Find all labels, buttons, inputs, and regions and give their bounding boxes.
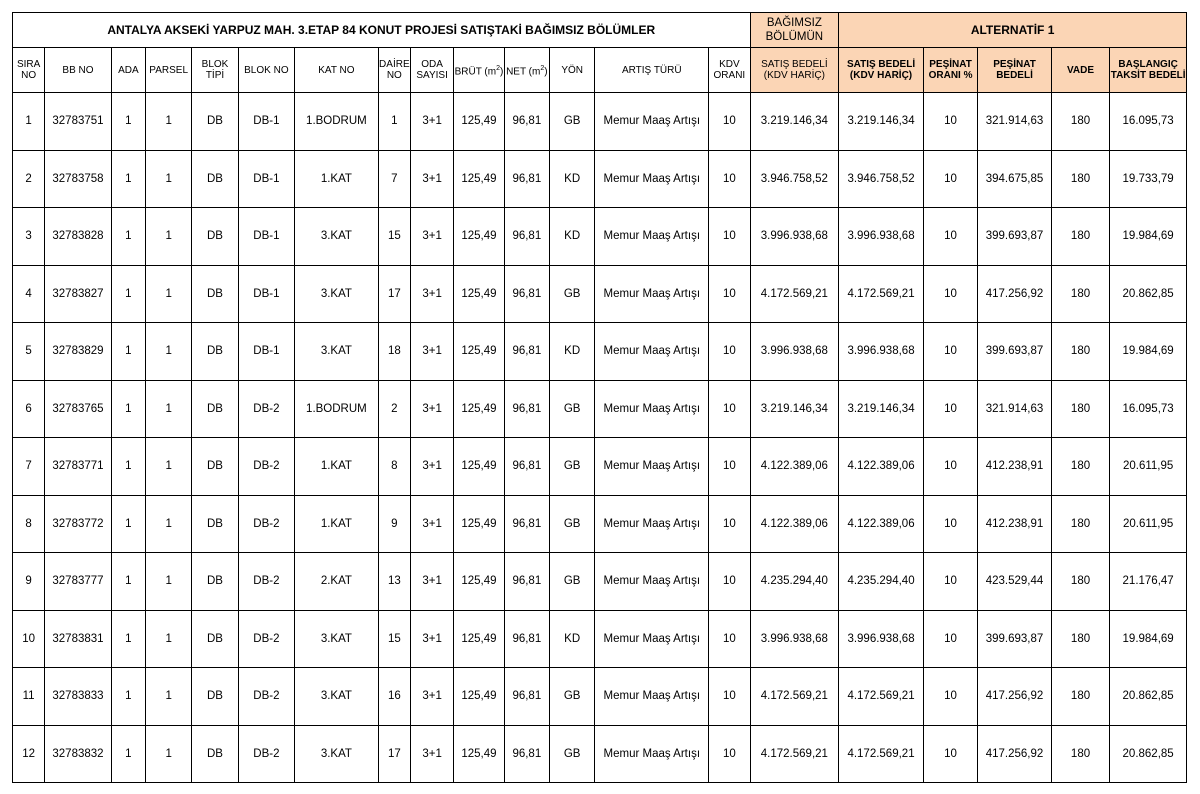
table-cell: DB [192,668,238,726]
table-cell: 3+1 [410,265,453,323]
table-cell: DB [192,150,238,208]
column-header: SATIŞ BEDELİ (KDV HARİÇ) [839,48,924,93]
table-cell: 3+1 [410,208,453,266]
table-cell: 10 [709,380,750,438]
table-cell: 399.693,87 [978,323,1052,381]
table-cell: 96,81 [504,208,549,266]
table-cell: 3.KAT [295,610,379,668]
table-cell: 4.122.389,06 [839,438,924,496]
table-cell: 10 [923,553,977,611]
column-header: ODA SAYISI [410,48,453,93]
table-cell: 3.219.146,34 [839,93,924,151]
table-cell: GB [550,438,595,496]
table-cell: 3 [13,208,45,266]
table-cell: 180 [1051,323,1109,381]
table-cell: 12 [13,725,45,783]
table-cell: 2.KAT [295,553,379,611]
table-cell: 10 [709,668,750,726]
table-cell: DB [192,610,238,668]
table-cell: 10 [923,495,977,553]
table-row [13,208,1187,266]
table-row [13,668,1187,726]
table-cell: 399.693,87 [978,208,1052,266]
table-cell: DB-1 [238,323,294,381]
table-cell: 10 [923,323,977,381]
table-cell: 96,81 [504,265,549,323]
table-cell: DB-1 [238,93,294,151]
table-cell: DB-2 [238,438,294,496]
table-cell: 1 [111,93,145,151]
table-cell: 1 [111,438,145,496]
table-cell: GB [550,725,595,783]
table-cell: 125,49 [454,610,504,668]
table-cell: 1 [111,668,145,726]
table-cell: KD [550,610,595,668]
table-cell: 125,49 [454,265,504,323]
column-header: ADA [111,48,145,93]
table-cell: 4.122.389,06 [750,495,839,553]
table-cell: 20.611,95 [1110,495,1187,553]
table-cell: 10 [923,725,977,783]
table-cell: 10 [709,610,750,668]
table-cell: 125,49 [454,553,504,611]
table-cell: DB-1 [238,208,294,266]
table-cell: 1.KAT [295,495,379,553]
table-cell: 32783777 [45,553,112,611]
column-header: ARTIŞ TÜRÜ [595,48,709,93]
table-cell: 180 [1051,495,1109,553]
table-cell: 1 [145,725,191,783]
table-cell: 3+1 [410,610,453,668]
table-cell: 32783831 [45,610,112,668]
table-cell: 1 [111,610,145,668]
table-cell: 1 [145,265,191,323]
document [12,12,1187,783]
table-cell: 9 [13,553,45,611]
table-cell: 96,81 [504,380,549,438]
table-cell: 125,49 [454,93,504,151]
table-cell: 3.KAT [295,208,379,266]
table-cell: 32783828 [45,208,112,266]
table-cell: 399.693,87 [978,610,1052,668]
table-cell: 4.122.389,06 [750,438,839,496]
table-cell: 180 [1051,610,1109,668]
table-cell: 15 [378,208,410,266]
table-row [13,323,1187,381]
table-cell: 32783833 [45,668,112,726]
table-cell: 417.256,92 [978,668,1052,726]
table-cell: 10 [709,438,750,496]
table-cell: 3.996.938,68 [750,208,839,266]
table-row [13,380,1187,438]
table-row [13,265,1187,323]
table-row [13,93,1187,151]
table-cell: 3.996.938,68 [839,610,924,668]
table-cell: 20.862,85 [1110,668,1187,726]
table-cell: DB-1 [238,150,294,208]
table-cell: 2 [13,150,45,208]
table-cell: 1 [145,208,191,266]
table-cell: 7 [378,150,410,208]
table-cell: DB-2 [238,668,294,726]
table-cell: 7 [13,438,45,496]
table-cell: 4.122.389,06 [839,495,924,553]
table-cell: DB [192,725,238,783]
table-cell: 10 [923,150,977,208]
table-cell: 96,81 [504,438,549,496]
table-cell: 4.172.569,21 [839,265,924,323]
table-cell: 10 [13,610,45,668]
table-cell: 180 [1051,380,1109,438]
table-cell: 1.BODRUM [295,93,379,151]
table-row [13,610,1187,668]
table-cell: 1 [145,495,191,553]
table-cell: KD [550,150,595,208]
table-cell: 32783765 [45,380,112,438]
table-cell: 4 [13,265,45,323]
table-cell: Memur Maaş Artışı [595,668,709,726]
table-cell: 21.176,47 [1110,553,1187,611]
table-cell: 20.611,95 [1110,438,1187,496]
table-cell: 1 [111,265,145,323]
table-cell: 180 [1051,438,1109,496]
table-cell: 3.996.938,68 [839,323,924,381]
table-cell: 3.946.758,52 [750,150,839,208]
table-cell: GB [550,265,595,323]
table-cell: 3+1 [410,150,453,208]
table-cell: GB [550,668,595,726]
table-cell: DB-2 [238,495,294,553]
table-cell: GB [550,93,595,151]
table-cell: 4.172.569,21 [750,725,839,783]
table-cell: 3+1 [410,668,453,726]
table-cell: 3+1 [410,725,453,783]
table-cell: 3.219.146,34 [750,93,839,151]
table-cell: 4.172.569,21 [839,725,924,783]
table-cell: 394.675,85 [978,150,1052,208]
table-cell: 96,81 [504,323,549,381]
table-cell: 125,49 [454,380,504,438]
table-cell: 1 [145,553,191,611]
table-cell: 17 [378,725,410,783]
table-cell: DB-2 [238,725,294,783]
table-cell: 6 [13,380,45,438]
table-cell: DB [192,438,238,496]
table-cell: 32783772 [45,495,112,553]
table-cell: GB [550,495,595,553]
bagimsiz-header: BAĞIMSIZ BÖLÜMÜN [750,13,839,48]
table-cell: Memur Maaş Artışı [595,438,709,496]
table-cell: 32783751 [45,93,112,151]
table-cell: 417.256,92 [978,265,1052,323]
table-cell: 125,49 [454,208,504,266]
table-cell: Memur Maaş Artışı [595,553,709,611]
column-header: KAT NO [295,48,379,93]
table-cell: DB [192,265,238,323]
table-cell: 180 [1051,208,1109,266]
table-cell: 180 [1051,265,1109,323]
table-cell: 1 [378,93,410,151]
table-cell: 8 [378,438,410,496]
table-cell: 19.984,69 [1110,610,1187,668]
table-cell: Memur Maaş Artışı [595,208,709,266]
table-cell: Memur Maaş Artışı [595,323,709,381]
table-cell: 4.172.569,21 [839,668,924,726]
table-cell: 10 [923,380,977,438]
table-cell: 3.219.146,34 [839,380,924,438]
table-cell: 3.KAT [295,323,379,381]
table-cell: 96,81 [504,610,549,668]
table-cell: 4.172.569,21 [750,668,839,726]
table-cell: 1 [111,495,145,553]
table-row [13,725,1187,783]
table-cell: 1 [145,380,191,438]
table-cell: 3+1 [410,438,453,496]
table-cell: 3.946.758,52 [839,150,924,208]
table-cell: 10 [709,323,750,381]
table-cell: Memur Maaş Artışı [595,380,709,438]
table-cell: 96,81 [504,668,549,726]
table-cell: KD [550,323,595,381]
column-header: PEŞİNAT BEDELİ [978,48,1052,93]
table-cell: 10 [709,265,750,323]
table-cell: Memur Maaş Artışı [595,265,709,323]
table-cell: 96,81 [504,725,549,783]
table-cell: 3+1 [410,553,453,611]
table-cell: 3.996.938,68 [750,323,839,381]
column-header: BLOK NO [238,48,294,93]
table-cell: 3.996.938,68 [839,208,924,266]
table-cell: DB [192,93,238,151]
table-cell: 19.733,79 [1110,150,1187,208]
table-cell: 3.KAT [295,668,379,726]
table-cell: 180 [1051,93,1109,151]
table-cell: 5 [13,323,45,381]
table-cell: 412.238,91 [978,438,1052,496]
table-cell: 32783758 [45,150,112,208]
table-cell: 125,49 [454,323,504,381]
table-cell: 125,49 [454,438,504,496]
table-cell: 9 [378,495,410,553]
column-header: YÖN [550,48,595,93]
table-cell: 1 [145,610,191,668]
column-header: KDV ORANI [709,48,750,93]
table-cell: 32783771 [45,438,112,496]
table-cell: 1 [111,208,145,266]
table-cell: DB [192,323,238,381]
title-row [13,13,1187,48]
table-cell: 3.219.146,34 [750,380,839,438]
table-cell: 4.172.569,21 [750,265,839,323]
column-header: BAŞLANGIÇ TAKSİT BEDELİ [1110,48,1187,93]
table-cell: 2 [378,380,410,438]
table-cell: Memur Maaş Artışı [595,93,709,151]
table-cell: 125,49 [454,725,504,783]
table-cell: Memur Maaş Artışı [595,610,709,668]
table-cell: 10 [923,668,977,726]
table-cell: 1 [145,668,191,726]
alternatif-header: ALTERNATİF 1 [839,13,1187,48]
column-header: VADE [1051,48,1109,93]
column-header-row [13,48,1187,93]
table-cell: 10 [709,553,750,611]
table-cell: 10 [923,93,977,151]
table-cell: 1 [111,150,145,208]
table-cell: 1 [111,380,145,438]
table-cell: 10 [923,208,977,266]
table-cell: 19.984,69 [1110,323,1187,381]
table-cell: 423.529,44 [978,553,1052,611]
table-cell: 16.095,73 [1110,93,1187,151]
table-cell: 10 [709,93,750,151]
column-header: SATIŞ BEDELİ (KDV HARİÇ) [750,48,839,93]
table-cell: GB [550,380,595,438]
table-cell: 417.256,92 [978,725,1052,783]
table-cell: 125,49 [454,495,504,553]
table-cell: 96,81 [504,495,549,553]
units-table [12,12,1187,783]
table-cell: 3.KAT [295,265,379,323]
table-cell: 1 [111,725,145,783]
table-cell: 13 [378,553,410,611]
table-cell: Memur Maaş Artışı [595,150,709,208]
table-cell: 11 [13,668,45,726]
table-cell: 180 [1051,150,1109,208]
table-cell: 10 [923,610,977,668]
table-cell: 1.KAT [295,150,379,208]
table-cell: 1 [111,553,145,611]
page-title: ANTALYA AKSEKİ YARPUZ MAH. 3.ETAP 84 KONUT PROJESİ SATIŞTAKİ BAĞIMSIZ BÖLÜMLER [13,13,751,48]
table-cell: 16 [378,668,410,726]
table-cell: 1 [145,150,191,208]
table-cell: 32783832 [45,725,112,783]
table-cell: 180 [1051,553,1109,611]
table-cell: 32783829 [45,323,112,381]
table-cell: DB-2 [238,380,294,438]
table-cell: 4.235.294,40 [750,553,839,611]
table-cell: KD [550,208,595,266]
table-cell: 321.914,63 [978,380,1052,438]
table-row [13,553,1187,611]
column-header: PEŞİNAT ORANI % [923,48,977,93]
table-cell: 1 [145,323,191,381]
table-cell: 1 [145,438,191,496]
table-cell: 1 [111,323,145,381]
table-cell: 20.862,85 [1110,265,1187,323]
table-cell: 20.862,85 [1110,725,1187,783]
table-cell: 10 [923,438,977,496]
table-cell: DB-1 [238,265,294,323]
table-cell: 1.BODRUM [295,380,379,438]
table-cell: 180 [1051,725,1109,783]
table-cell: DB-2 [238,610,294,668]
table-cell: 96,81 [504,93,549,151]
table-cell: 18 [378,323,410,381]
table-cell: 1 [13,93,45,151]
table-cell: 10 [709,150,750,208]
table-cell: DB [192,553,238,611]
table-cell: 10 [923,265,977,323]
table-row [13,495,1187,553]
table-cell: 125,49 [454,150,504,208]
column-header: NET $(m^2)$ [504,48,549,93]
table-cell: 15 [378,610,410,668]
table-cell: 1.KAT [295,438,379,496]
table-cell: 4.235.294,40 [839,553,924,611]
table-cell: 125,49 [454,668,504,726]
table-cell: 10 [709,725,750,783]
table-cell: 321.914,63 [978,93,1052,151]
table-cell: 3.996.938,68 [750,610,839,668]
table-cell: 412.238,91 [978,495,1052,553]
table-cell: 10 [709,208,750,266]
table-row [13,150,1187,208]
table-cell: DB [192,380,238,438]
table-cell: 10 [709,495,750,553]
table-cell: 180 [1051,668,1109,726]
column-header: BB NO [45,48,112,93]
column-header: PARSEL [145,48,191,93]
table-cell: 96,81 [504,150,549,208]
table-cell: 3+1 [410,323,453,381]
table-cell: 19.984,69 [1110,208,1187,266]
table-cell: 17 [378,265,410,323]
table-cell: 3+1 [410,93,453,151]
table-cell: DB [192,495,238,553]
column-header: BRÜT $(m^2)$ [454,48,504,93]
table-body [13,93,1187,783]
table-cell: DB-2 [238,553,294,611]
table-cell: Memur Maaş Artışı [595,495,709,553]
column-header: DAİRE NO [378,48,410,93]
table-row [13,438,1187,496]
table-cell: DB [192,208,238,266]
table-cell: 96,81 [504,553,549,611]
column-header: BLOK TİPİ [192,48,238,93]
table-cell: 16.095,73 [1110,380,1187,438]
table-cell: 8 [13,495,45,553]
table-cell: 1 [145,93,191,151]
table-cell: 3+1 [410,380,453,438]
table-cell: 3+1 [410,495,453,553]
table-cell: 3.KAT [295,725,379,783]
table-cell: GB [550,553,595,611]
table-cell: 32783827 [45,265,112,323]
column-header: SIRA NO [13,48,45,93]
table-cell: Memur Maaş Artışı [595,725,709,783]
